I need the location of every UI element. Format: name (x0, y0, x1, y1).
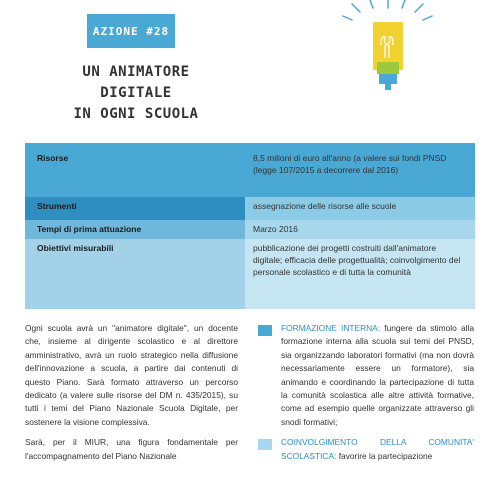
title-line-1: UN ANIMATORE DIGITALE (82, 64, 190, 101)
row-label: Tempi di prima attuazione (25, 220, 245, 239)
bullet-heading: COINVOLGIMENTO DELLA COMUNITA' SCOLASTICA: (281, 437, 474, 461)
table-row (25, 239, 475, 309)
row-label: Obiettivi misurabili (25, 239, 245, 309)
table-row (25, 220, 475, 239)
bullet-square-icon (258, 439, 272, 450)
row-value: pubblicazione dei progetti costruiti dall'animatore digitale; efficacia delle progettualità; coinvolgimento del personale scolastico e di tutta la comunità (245, 239, 475, 309)
bullet-square-icon (258, 325, 272, 336)
row-value: assegnazione delle risorse alle scuole (245, 197, 475, 220)
action-label: AZIONE #28 (92, 24, 170, 38)
lightbulb-icon (330, 0, 440, 100)
bullet-text: favorire la partecipazione (336, 450, 433, 461)
page-title (46, 62, 226, 125)
body-paragraph: Ogni scuola avrà un "animatore digitale", un docente che, insieme al dirigente scolastico e al direttore amministrativo, avrà un ruolo strategico nella diffusione dell'innovazione a scuola, a partire dai contenuti di questo Piano. Sarà formato attraverso un percorso dedicato (a valere sulle risorse del DM n. 435/2015), su tutti i temi del Piano Nazionale Scuola Digitale, per sostenere la visione complessiva. (25, 323, 238, 427)
bullet-text: fungere da stimolo alla formazione interna alla scuola sui temi del PNSD, sia organizzando laboratori formativi (ma non dovrà necessariamente essere un formatore), sia animando e coordinando la partecipazione di tutta la comunità scolastica alle altre attività formative, come ad esempio quelle organizzate attraverso gli snodi formativi; (281, 323, 474, 427)
title-line-2: IN OGNI SCUOLA (73, 106, 199, 122)
summary-table (25, 143, 475, 309)
bullet-heading: FORMAZIONE INTERNA: (281, 323, 381, 333)
table-row (25, 143, 475, 197)
table-row (25, 197, 475, 220)
body-left-column (25, 322, 238, 470)
bullet-item (258, 322, 474, 429)
row-label: Risorse (37, 153, 69, 163)
body-right-column (258, 322, 474, 470)
action-badge (87, 14, 175, 48)
row-value: Marzo 2016 (245, 220, 475, 239)
bullet-item (258, 436, 474, 463)
row-label: Strumenti (25, 197, 245, 220)
row-value: 8,5 milioni di euro all'anno (a valere sui fondi PNSD (legge 107/2015 a decorrere dal 2016) (253, 153, 447, 175)
body-paragraph: Sarà, per il MIUR, una figura fondamentale per l'accompagnamento del Piano Nazionale (25, 437, 238, 461)
